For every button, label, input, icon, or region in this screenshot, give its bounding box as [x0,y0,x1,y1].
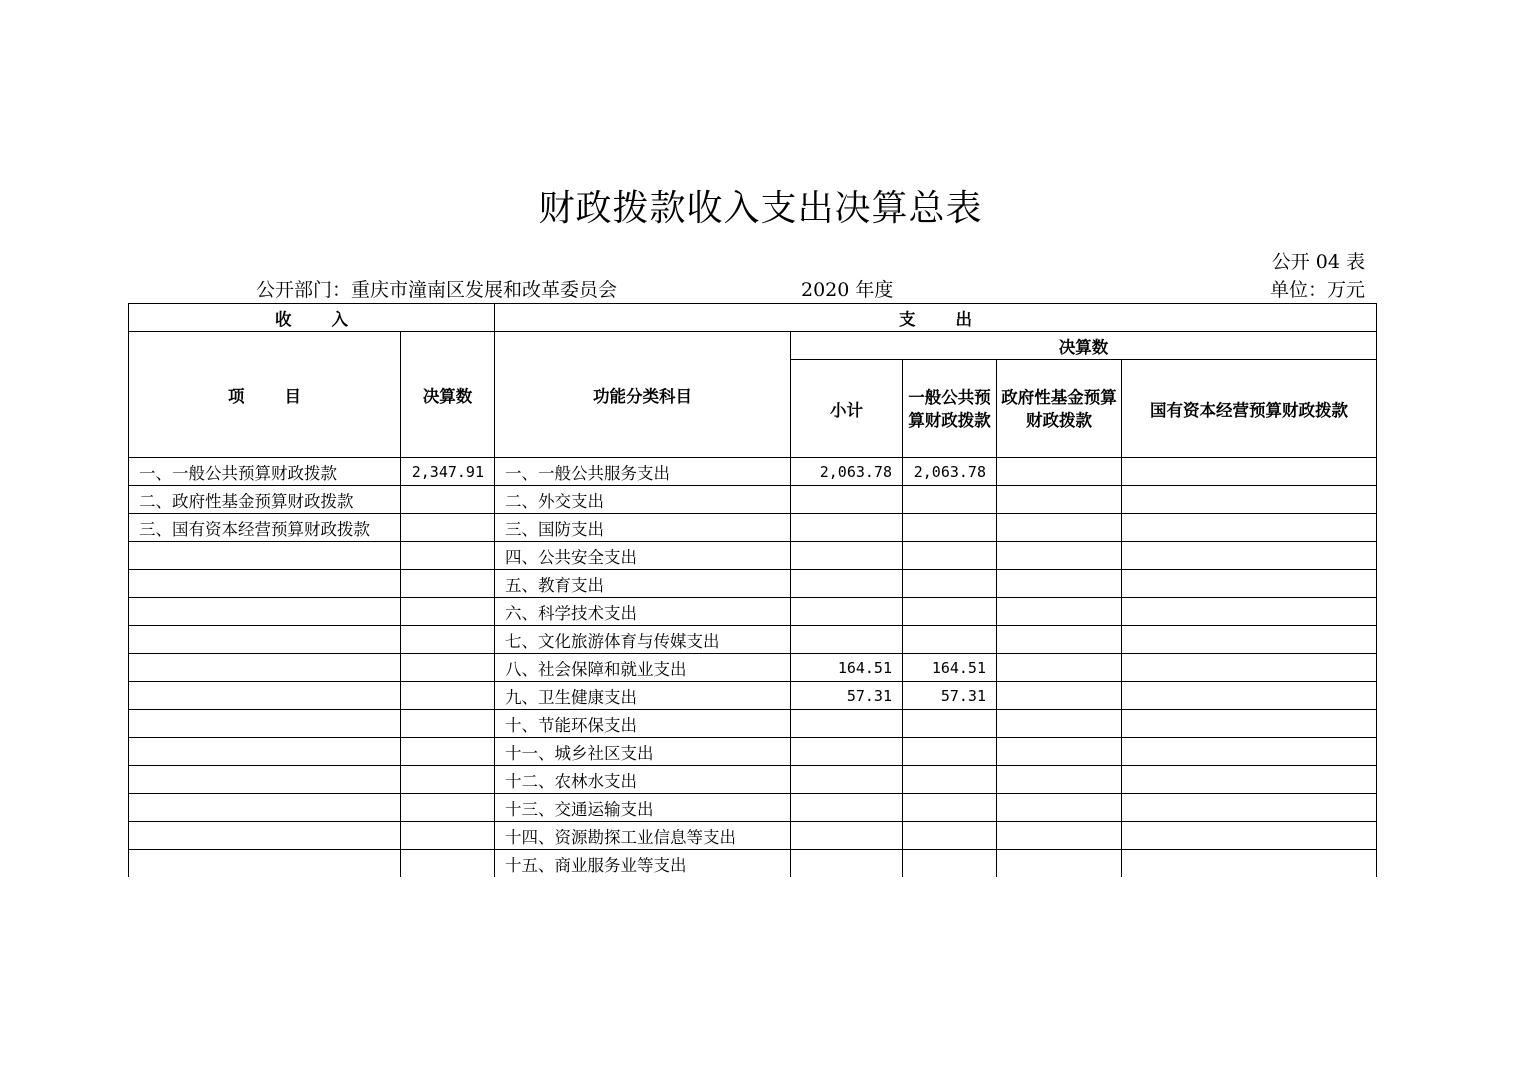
state-capital-cell [1122,626,1377,654]
form-number: 公开 04 表 [1271,251,1365,273]
table-row [129,710,1377,738]
general-budget-cell [903,486,997,514]
income-item-cell: 一、一般公共预算财政拨款 [129,458,401,486]
subtotal-cell [791,598,903,626]
gov-fund-cell [997,794,1122,822]
table-row [129,822,1377,850]
gov-fund-cell [997,738,1122,766]
general-budget-cell: 164.51 [903,654,997,682]
income-amount-cell [401,486,495,514]
state-capital-cell [1122,486,1377,514]
subtotal-cell [791,570,903,598]
table-row [129,542,1377,570]
general-budget-cell: 2,063.78 [903,458,997,486]
gov-fund-header: 政府性基金预算财政拨款 [997,360,1122,458]
expense-item-cell: 十、节能环保支出 [495,710,791,738]
income-amount-cell [401,542,495,570]
expense-item-cell: 四、公共安全支出 [495,542,791,570]
expense-item-cell: 十一、城乡社区支出 [495,738,791,766]
general-budget-cell [903,850,997,878]
state-capital-cell [1122,542,1377,570]
income-item-cell [129,542,401,570]
subtotal-cell [791,794,903,822]
budget-table [128,303,1377,877]
state-capital-cell [1122,570,1377,598]
gov-fund-cell [997,654,1122,682]
function-category-header: 功能分类科目 [495,332,791,458]
general-budget-cell [903,794,997,822]
gov-fund-cell [997,570,1122,598]
table-row [129,626,1377,654]
unit-label: 单位：万元 [1269,279,1365,301]
department-label: 公开部门：重庆市潼南区发展和改革委员会 [256,279,618,301]
expense-item-cell: 五、教育支出 [495,570,791,598]
general-budget-cell [903,710,997,738]
expense-header: 支出 [495,304,1377,332]
expense-item-cell: 七、文化旅游体育与传媒支出 [495,626,791,654]
state-capital-cell [1122,850,1377,878]
subtotal-cell: 164.51 [791,654,903,682]
income-item-cell [129,570,401,598]
subtotal-cell [791,850,903,878]
income-amount-cell [401,710,495,738]
income-item-cell [129,598,401,626]
state-capital-cell [1122,682,1377,710]
income-item-cell [129,794,401,822]
gov-fund-cell [997,850,1122,878]
expense-item-cell: 十三、交通运输支出 [495,794,791,822]
gov-fund-cell [997,766,1122,794]
subtotal-cell [791,486,903,514]
subtotal-header: 小计 [791,360,903,458]
state-capital-cell [1122,514,1377,542]
year-label: 2020 年度 [801,279,894,301]
table-row [129,738,1377,766]
table-row [129,598,1377,626]
state-capital-cell [1122,654,1377,682]
general-budget-cell [903,766,997,794]
subtotal-cell [791,626,903,654]
subtotal-cell: 57.31 [791,682,903,710]
table-row [129,486,1377,514]
table-row [129,458,1377,486]
state-capital-cell [1122,794,1377,822]
expense-item-cell: 六、科学技术支出 [495,598,791,626]
income-item-cell [129,710,401,738]
item-header: 项目 [129,332,401,458]
general-budget-cell [903,570,997,598]
general-budget-cell [903,626,997,654]
gov-fund-cell [997,486,1122,514]
gov-fund-cell [997,598,1122,626]
gov-fund-cell [997,514,1122,542]
income-item-cell [129,654,401,682]
subtotal-cell: 2,063.78 [791,458,903,486]
table-row [129,850,1377,878]
final-amount-header: 决算数 [791,332,1377,360]
gov-fund-cell [997,682,1122,710]
general-budget-header: 一般公共预算财政拨款 [903,360,997,458]
income-amount-cell [401,738,495,766]
subtotal-cell [791,822,903,850]
table-row [129,654,1377,682]
budget-amount-header: 决算数 [401,332,495,458]
income-amount-cell [401,794,495,822]
table-row [129,514,1377,542]
state-capital-cell [1122,766,1377,794]
subtotal-cell [791,766,903,794]
expense-item-cell: 三、国防支出 [495,514,791,542]
gov-fund-cell [997,542,1122,570]
gov-fund-cell [997,822,1122,850]
expense-item-cell: 二、外交支出 [495,486,791,514]
expense-item-cell: 一、一般公共服务支出 [495,458,791,486]
state-capital-cell [1122,598,1377,626]
general-budget-cell [903,738,997,766]
gov-fund-cell [997,626,1122,654]
page-title: 财政拨款收入支出决算总表 [538,188,983,229]
table-row [129,794,1377,822]
general-budget-cell [903,598,997,626]
state-capital-cell [1122,822,1377,850]
general-budget-cell [903,822,997,850]
income-item-cell [129,766,401,794]
income-item-cell [129,850,401,878]
gov-fund-cell [997,710,1122,738]
general-budget-cell: 57.31 [903,682,997,710]
state-capital-cell [1122,710,1377,738]
income-item-cell [129,682,401,710]
income-amount-cell [401,514,495,542]
expense-item-cell: 八、社会保障和就业支出 [495,654,791,682]
income-header: 收入 [129,304,495,332]
subtotal-cell [791,738,903,766]
state-capital-header: 国有资本经营预算财政拨款 [1122,360,1377,458]
income-item-cell: 三、国有资本经营预算财政拨款 [129,514,401,542]
state-capital-cell [1122,738,1377,766]
table-row [129,682,1377,710]
income-item-cell [129,626,401,654]
income-amount-cell [401,654,495,682]
income-item-cell: 二、政府性基金预算财政拨款 [129,486,401,514]
income-amount-cell: 2,347.91 [401,458,495,486]
general-budget-cell [903,514,997,542]
expense-item-cell: 十二、农林水支出 [495,766,791,794]
table-row [129,766,1377,794]
general-budget-cell [903,542,997,570]
gov-fund-cell [997,458,1122,486]
state-capital-cell [1122,458,1377,486]
expense-item-cell: 九、卫生健康支出 [495,682,791,710]
subtotal-cell [791,710,903,738]
subtotal-cell [791,542,903,570]
income-amount-cell [401,626,495,654]
income-item-cell [129,738,401,766]
subtotal-cell [791,514,903,542]
table-row [129,570,1377,598]
expense-item-cell: 十五、商业服务业等支出 [495,850,791,878]
income-item-cell [129,822,401,850]
income-amount-cell [401,766,495,794]
income-amount-cell [401,570,495,598]
income-amount-cell [401,598,495,626]
income-amount-cell [401,822,495,850]
income-amount-cell [401,850,495,878]
expense-item-cell: 十四、资源勘探工业信息等支出 [495,822,791,850]
income-amount-cell [401,682,495,710]
